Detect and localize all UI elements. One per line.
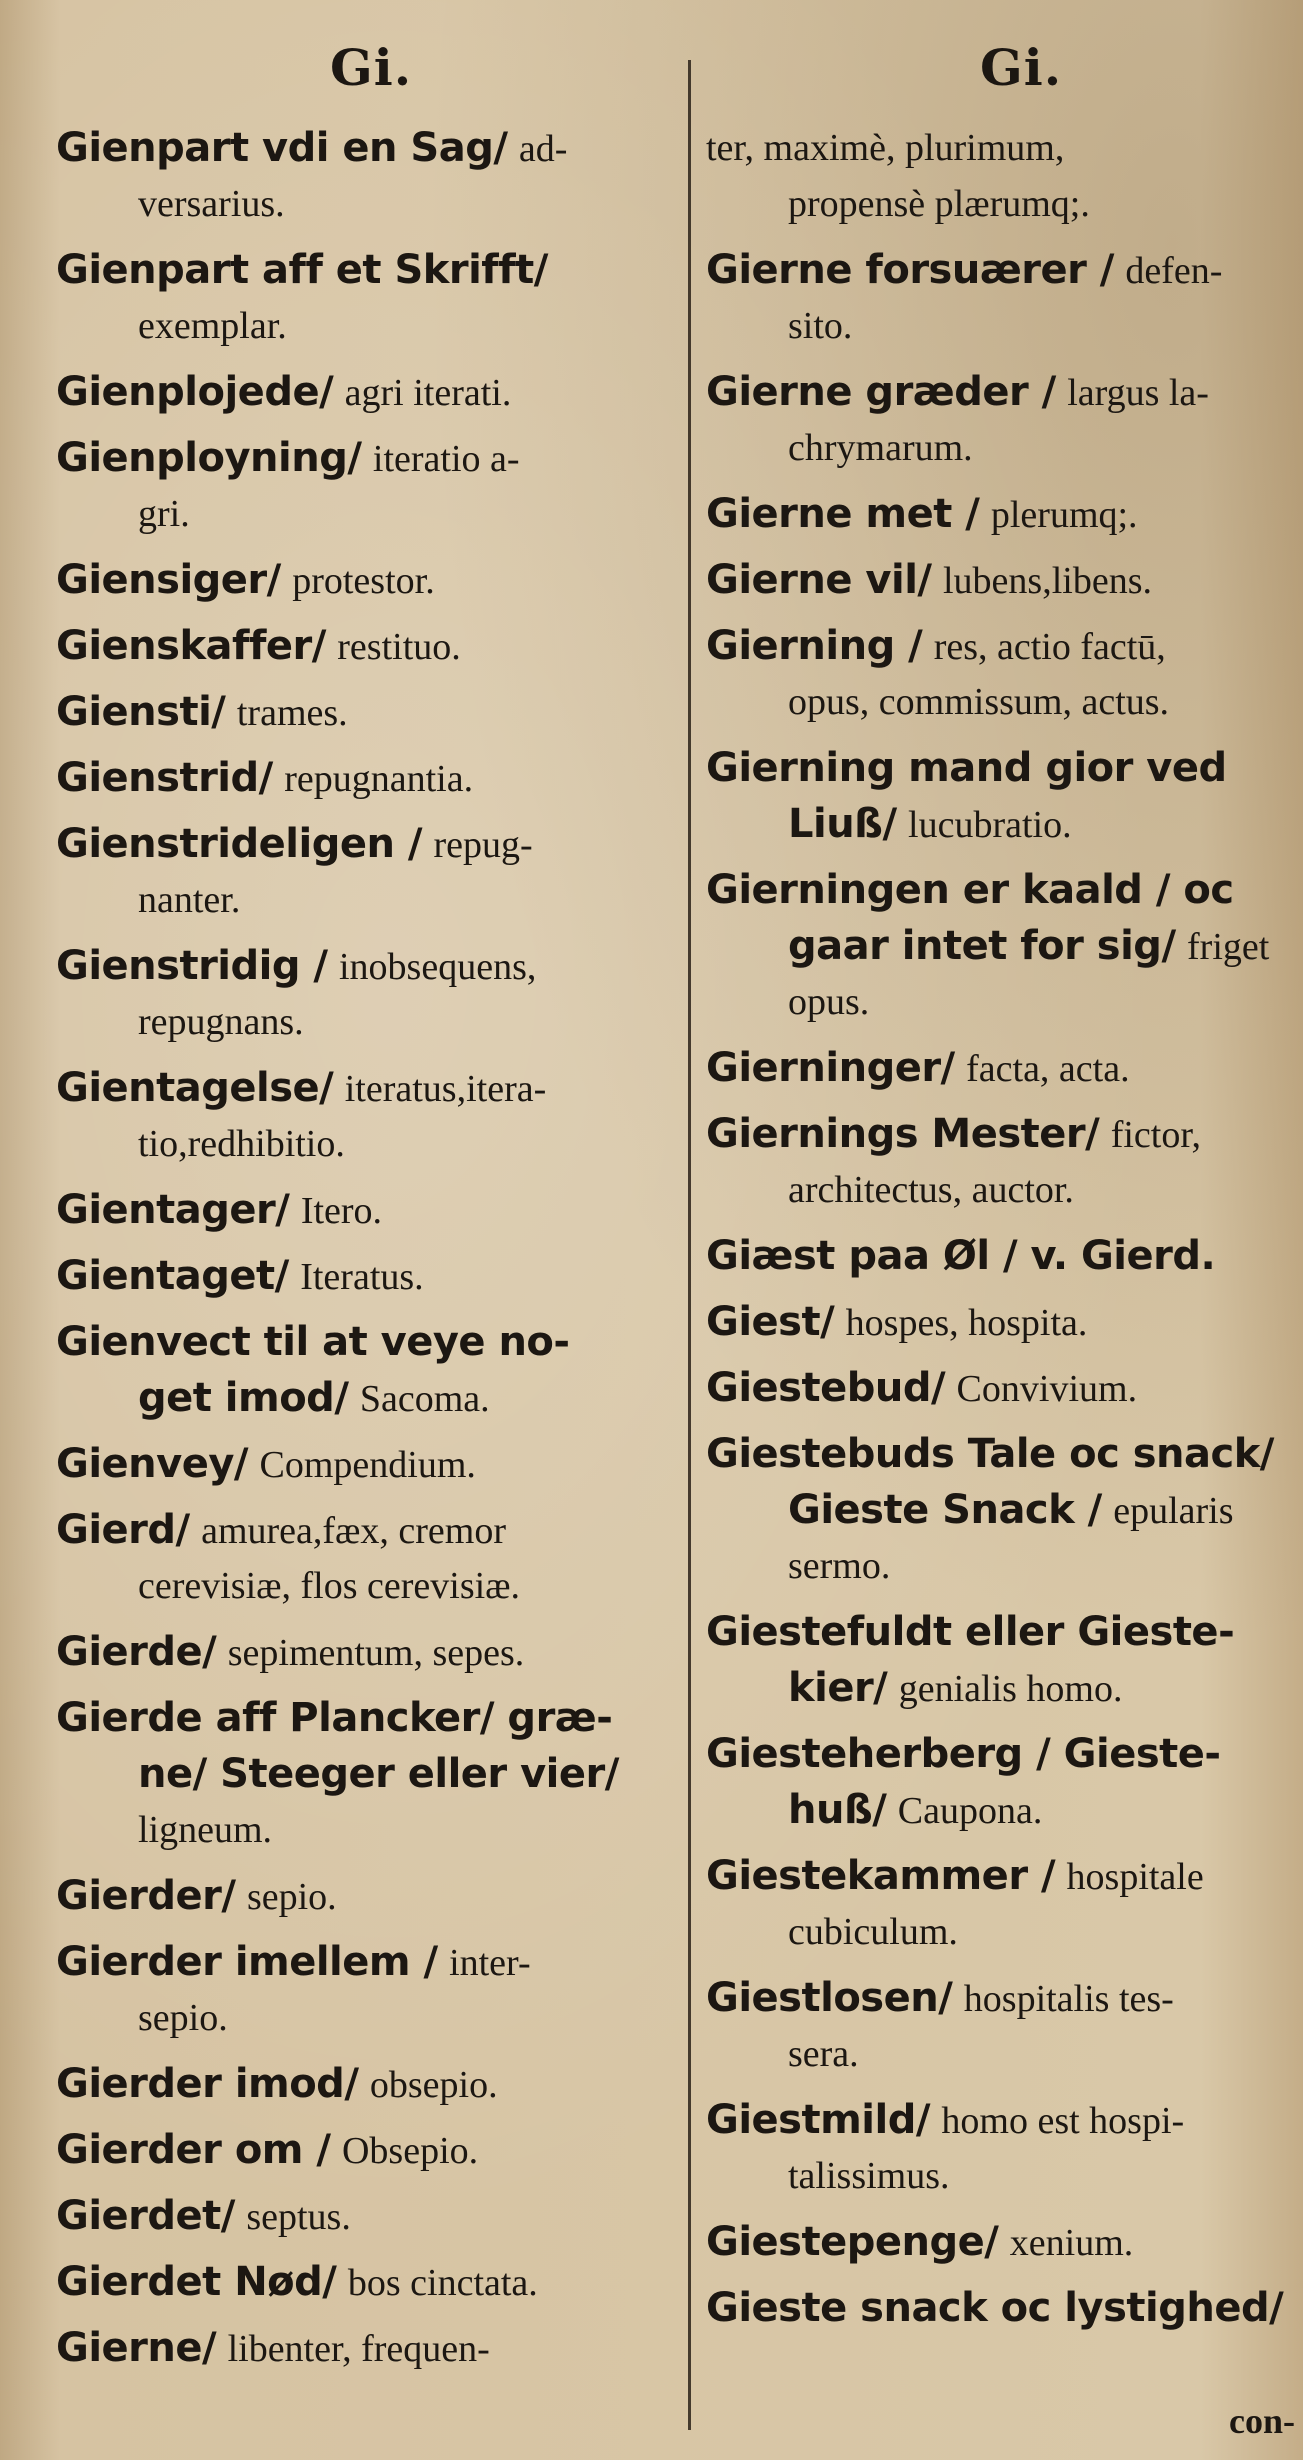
entry-line [56, 994, 676, 1050]
headword: Giestebud/ [706, 1365, 946, 1411]
headword: Giestekammer / [706, 1853, 1056, 1899]
entry-line [706, 918, 1296, 974]
dictionary-entry [56, 2122, 676, 2178]
latin-gloss: Iteratus. [300, 1256, 424, 1298]
dictionary-entry [56, 1436, 676, 1492]
entry-line [56, 430, 676, 486]
latin-gloss: sepio. [138, 1997, 228, 2039]
dictionary-entry [706, 1970, 1296, 2082]
headword: huß/ [788, 1787, 887, 1833]
headword: Gierne vil/ [706, 557, 932, 603]
dictionary-entry [56, 2254, 676, 2310]
entry-line [706, 974, 1296, 1030]
headword: Gierde/ [56, 1629, 217, 1675]
latin-gloss: defen- [1125, 250, 1223, 292]
entry-line [56, 618, 676, 674]
headword: Gierdet Nød/ [56, 2259, 337, 2305]
headword: Gienpart aff et Skrifft/ [56, 247, 548, 293]
latin-gloss: opus. [788, 981, 870, 1023]
latin-gloss: largus la- [1067, 372, 1209, 414]
entry-line [56, 120, 676, 176]
column-divider [688, 60, 691, 2430]
latin-gloss: Compendium. [259, 1444, 476, 1486]
entry-line [56, 1182, 676, 1238]
entry-line [56, 242, 676, 298]
latin-gloss: repugnans. [138, 1001, 304, 1043]
latin-gloss: propensè plærumq;. [788, 183, 1090, 225]
headword: Gieste snack oc lystighed/ [706, 2285, 1284, 2331]
headword: Gierne forsuærer / [706, 247, 1114, 293]
dictionary-entry [706, 1426, 1296, 1594]
entry-line [56, 2188, 676, 2244]
headword: Gierningen er kaald / oc [706, 867, 1234, 913]
latin-gloss: obsepio. [369, 2064, 498, 2106]
latin-gloss: nanter. [138, 879, 241, 921]
latin-gloss: ligneum. [138, 1809, 273, 1851]
latin-gloss: plerumq;. [990, 494, 1138, 536]
entry-line [706, 364, 1296, 420]
entry-line [706, 420, 1296, 476]
dictionary-entry [706, 740, 1296, 852]
dictionary-entry [706, 2092, 1296, 2204]
headword: Gienvect til at veye no- [56, 1319, 570, 1365]
headword: Liuß/ [788, 801, 897, 847]
dictionary-entry [706, 1360, 1296, 1416]
entry-line [706, 1106, 1296, 1162]
dictionary-entry [56, 1868, 676, 1924]
latin-gloss: inter- [449, 1942, 531, 1984]
headword: Giensiger/ [56, 557, 281, 603]
latin-gloss: sito. [788, 305, 853, 347]
latin-gloss: chrymarum. [788, 427, 973, 469]
latin-gloss: Obsepio. [341, 2130, 479, 2172]
headword: Gierne/ [56, 2325, 217, 2371]
entry-line [56, 2320, 676, 2376]
entry-line [56, 2254, 676, 2310]
entry-line [706, 1162, 1296, 1218]
entry-line [706, 1538, 1296, 1594]
latin-gloss: amurea,fæx, cremor [201, 1510, 507, 1552]
entry-line [56, 1868, 676, 1924]
headword: Giestebuds Tale oc snack/ [706, 1431, 1274, 1477]
headword: Gierd/ [56, 1507, 190, 1553]
latin-gloss: iteratus,itera- [344, 1068, 547, 1110]
dictionary-entry [706, 242, 1296, 354]
latin-gloss: cerevisiæ, flos cerevisiæ. [138, 1565, 521, 1607]
entry-line [706, 486, 1296, 542]
dictionary-entry [56, 1502, 676, 1614]
dictionary-entry [56, 684, 676, 740]
entry-line [706, 2280, 1296, 2336]
headword: Gienstrideligen / [56, 821, 422, 867]
latin-gloss: Sacoma. [359, 1378, 490, 1420]
latin-gloss: architectus, auctor. [788, 1169, 1074, 1211]
headword: Gierde aff Plancker/ græ- [56, 1695, 613, 1741]
latin-gloss: genialis homo. [898, 1668, 1123, 1710]
latin-gloss: ter, maximè, plurimum, [706, 127, 1065, 169]
entry-line [706, 2092, 1296, 2148]
entry-line [706, 120, 1296, 176]
entry-line [706, 1848, 1296, 1904]
entry-line [706, 242, 1296, 298]
dictionary-entry [706, 1040, 1296, 1096]
latin-gloss: talissimus. [788, 2155, 950, 2197]
headword: Gierning mand gior ved [706, 745, 1227, 791]
entry-line [706, 1426, 1296, 1482]
headword: Giestmild/ [706, 2097, 930, 2143]
dictionary-entry [56, 1314, 676, 1426]
running-header-left: Gi. [330, 38, 413, 97]
latin-gloss: repugnantia. [284, 758, 474, 800]
entry-line [706, 2148, 1296, 2204]
dictionary-entry [706, 1726, 1296, 1838]
headword: Giestlosen/ [706, 1975, 953, 2021]
entry-line [706, 1294, 1296, 1350]
entry-line [56, 1990, 676, 2046]
entry-line [56, 1060, 676, 1116]
dictionary-entry [706, 1106, 1296, 1218]
dictionary-entry [706, 1848, 1296, 1960]
latin-gloss: inobsequens, [338, 946, 537, 988]
headword: Gierne met / [706, 491, 980, 537]
headword: Gierne græder / [706, 369, 1056, 415]
latin-gloss: exemplar. [138, 305, 287, 347]
latin-gloss: versarius. [138, 183, 285, 225]
entry-line [706, 2026, 1296, 2082]
entry-line [56, 1370, 676, 1426]
latin-gloss: gri. [138, 493, 190, 535]
entry-line [56, 364, 676, 420]
entry-line [706, 1482, 1296, 1538]
headword: Gienstrid/ [56, 755, 273, 801]
latin-gloss: protestor. [292, 560, 435, 602]
latin-gloss: Itero. [300, 1190, 383, 1232]
latin-gloss: Caupona. [897, 1790, 1043, 1832]
entry-line [706, 1660, 1296, 1716]
headword: Giesteherberg / Gieste- [706, 1731, 1221, 1777]
entry-line [56, 486, 676, 542]
entry-line [706, 796, 1296, 852]
latin-gloss: sera. [788, 2033, 859, 2075]
right-column [706, 120, 1296, 2346]
dictionary-entry [706, 1604, 1296, 1716]
running-header-right: Gi. [980, 38, 1063, 97]
entry-line [706, 2214, 1296, 2270]
latin-gloss: Convivium. [956, 1368, 1138, 1410]
entry-line [56, 1624, 676, 1680]
headword: Giestefuldt eller Gieste- [706, 1609, 1235, 1655]
dictionary-entry [56, 1060, 676, 1172]
headword: Giæst paa Øl / v. Gierd. [706, 1233, 1216, 1279]
dictionary-entry [56, 1182, 676, 1238]
entry-line [56, 298, 676, 354]
latin-gloss: homo est hospi- [941, 2100, 1185, 2142]
latin-gloss: iteratio a- [372, 438, 520, 480]
latin-gloss: epularis [1113, 1490, 1234, 1532]
headword: Giest/ [706, 1299, 835, 1345]
dictionary-entry [56, 816, 676, 928]
dictionary-entry [56, 938, 676, 1050]
entry-line [706, 1970, 1296, 2026]
headword: Gierninger/ [706, 1045, 955, 1091]
headword: kier/ [788, 1665, 888, 1711]
dictionary-entry [56, 1624, 676, 1680]
latin-gloss: res, actio factū, [933, 626, 1166, 668]
entry-line [56, 872, 676, 928]
headword: Giestepenge/ [706, 2219, 999, 2265]
latin-gloss: friget [1187, 926, 1270, 968]
entry-line [706, 1904, 1296, 1960]
latin-gloss: sepio. [246, 1876, 337, 1918]
entry-line [56, 816, 676, 872]
latin-gloss: facta, acta. [966, 1048, 1130, 1090]
latin-gloss: fictor, [1110, 1114, 1201, 1156]
entry-line [56, 1558, 676, 1614]
dictionary-entry [56, 242, 676, 354]
entry-line [56, 684, 676, 740]
latin-gloss: cubiculum. [788, 1911, 958, 1953]
dictionary-entry [706, 364, 1296, 476]
headword: ne/ Steeger eller vier/ [138, 1751, 619, 1797]
entry-line [56, 1116, 676, 1172]
entry-line [706, 298, 1296, 354]
headword: Gienplojede/ [56, 369, 334, 415]
dictionary-entry [706, 618, 1296, 730]
latin-gloss: tio,redhibitio. [138, 1123, 345, 1165]
dictionary-entry [56, 1690, 676, 1858]
headword: get imod/ [138, 1375, 349, 1421]
entry-line [706, 862, 1296, 918]
dictionary-entry [706, 1294, 1296, 1350]
entry-line [706, 1782, 1296, 1838]
latin-gloss: sermo. [788, 1545, 891, 1587]
entry-line [56, 1502, 676, 1558]
latin-gloss: repug- [433, 824, 533, 866]
dictionary-entry [56, 2056, 676, 2112]
headword: Gierdet/ [56, 2193, 235, 2239]
headword: Gienstridig / [56, 943, 328, 989]
entry-line [706, 1726, 1296, 1782]
headword: Gierder om / [56, 2127, 331, 2173]
dictionary-entry [56, 1248, 676, 1304]
dictionary-entry [706, 2214, 1296, 2270]
headword: Gientager/ [56, 1187, 290, 1233]
entry-line [706, 1604, 1296, 1660]
dictionary-entry [706, 552, 1296, 608]
entry-line [56, 1802, 676, 1858]
latin-gloss: lubens,libens. [943, 560, 1152, 602]
dictionary-entry [56, 364, 676, 420]
entry-line [56, 1746, 676, 1802]
headword: Gientaget/ [56, 1253, 289, 1299]
entry-line [706, 1360, 1296, 1416]
headword: Gierder imod/ [56, 2061, 359, 2107]
headword: Giernings Mester/ [706, 1111, 1100, 1157]
entry-line [56, 1690, 676, 1746]
catchword: con- [1229, 2401, 1295, 2441]
entry-line [706, 1040, 1296, 1096]
latin-gloss: opus, commissum, actus. [788, 681, 1170, 723]
headword: Gierning / [706, 623, 923, 669]
entry-line [56, 1436, 676, 1492]
dictionary-entry [56, 430, 676, 542]
entry-line [706, 1228, 1296, 1284]
dictionary-entry [706, 862, 1296, 1030]
latin-gloss: hospitalis tes- [963, 1978, 1174, 2020]
dictionary-entry [706, 486, 1296, 542]
entry-line [56, 1314, 676, 1370]
headword: Gierder/ [56, 1873, 236, 1919]
entry-line [706, 176, 1296, 232]
dictionary-entry [706, 2280, 1296, 2336]
headword: Gienskaffer/ [56, 623, 326, 669]
entry-line [56, 2056, 676, 2112]
left-column [56, 120, 676, 2386]
latin-gloss: sepimentum, sepes. [227, 1632, 525, 1674]
headword: Gierder imellem / [56, 1939, 438, 1985]
latin-gloss: bos cinctata. [347, 2262, 538, 2304]
latin-gloss: hospes, hospita. [845, 1302, 1088, 1344]
entry-line [706, 618, 1296, 674]
entry-line [56, 1248, 676, 1304]
headword: Gienployning/ [56, 435, 362, 481]
entry-line [706, 740, 1296, 796]
latin-gloss: libenter, frequen- [227, 2328, 490, 2370]
latin-gloss: xenium. [1009, 2222, 1134, 2264]
entry-line [56, 176, 676, 232]
dictionary-entry [56, 552, 676, 608]
entry-line [56, 552, 676, 608]
dictionary-entry [56, 618, 676, 674]
latin-gloss: lucubratio. [908, 804, 1072, 846]
dictionary-entry [56, 2320, 676, 2376]
headword: Gienpart vdi en Sag/ [56, 125, 508, 171]
entry-line [56, 2122, 676, 2178]
latin-gloss: hospitale [1066, 1856, 1204, 1898]
dictionary-entry [706, 120, 1296, 232]
headword: Gieste Snack / [788, 1487, 1102, 1533]
dictionary-entry [706, 1228, 1296, 1284]
dictionary-entry [56, 120, 676, 232]
latin-gloss: restituo. [337, 626, 461, 668]
entry-line [56, 1934, 676, 1990]
dictionary-entry [56, 1934, 676, 2046]
headword: Giensti/ [56, 689, 226, 735]
latin-gloss: trames. [236, 692, 348, 734]
entry-line [706, 674, 1296, 730]
headword: Gienvey/ [56, 1441, 249, 1487]
dictionary-entry [56, 750, 676, 806]
entry-line [706, 552, 1296, 608]
latin-gloss: ad- [518, 128, 568, 170]
entry-line [56, 750, 676, 806]
headword: gaar intet for sig/ [788, 923, 1176, 969]
headword: Gientagelse/ [56, 1065, 334, 1111]
dictionary-entry [56, 2188, 676, 2244]
latin-gloss: agri iterati. [344, 372, 512, 414]
entry-line [56, 938, 676, 994]
latin-gloss: septus. [246, 2196, 351, 2238]
